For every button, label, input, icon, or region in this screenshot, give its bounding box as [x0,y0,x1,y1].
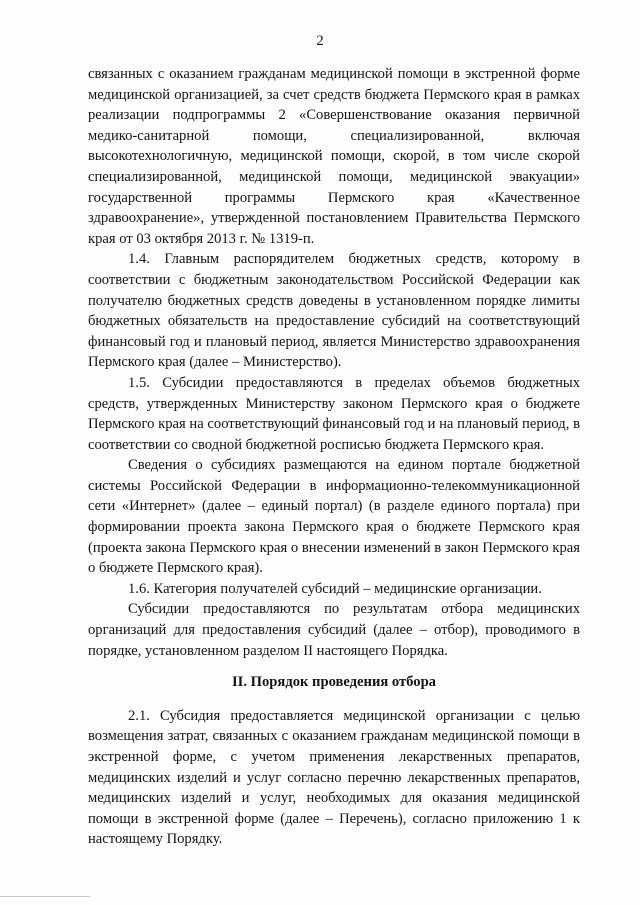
paragraph-1-6: 1.6. Категория получателей субсидий – медицинские организации. [128,580,542,597]
paragraph-2-1: 2.1. Субсидия предоставляется медицинской организации с целью возмещения затрат, связанных с оказанием гражданам медицинской помощи в экстренной форме, с учетом применения лекарственных препаратов, медицинских изделий и услуг согласно перечню лекарственных препаратов, медицинских изделий и услуг, необходимых для оказания медицинской помощи в экстренной форме (далее – Перечень), согласно приложению 1 к настоящему Порядку. [88,707,580,848]
paragraph-1-5: 1.5. Субсидии предоставляются в пределах объемов бюджетных средств, утвержденных Министерству законом Пермского края о бюджете Пермского края на соответствующий финансовый год и на плановый период, в соответствии со сводной бюджетной росписью бюджета Пермского края. [88,374,580,453]
paragraph-1-4: 1.4. Главным распорядителем бюджетных средств, которому в соответствии с бюджетным законодательством Российской Федерации как получателю бюджетных средств доведены в установленном порядке лимиты бюджетных обязательств на предоставление субсидий на соответствующий финансовый год и плановый период, является Министерство здравоохранения Пермского края (далее – Министерство). [88,251,580,371]
scan-edge-line [0,896,90,897]
document-body [88,64,580,850]
paragraph-continuation: связанных с оказанием гражданам медицинской помощи в экстренной форме медицинской организацией, за счет средств бюджета Пермского края в рамках реализации подпрограммы 2 «Совершенствование оказания первичной медико-санитарной помощи, специализированной, включая высокотехнологичную, медицинской помощи, скорой, в том числе скорой специализированной, медицинской помощи, медицинской эвакуации» государственной программы Пермского края «Качественное здравоохранение», утвержденной постановлением Правительства Пермского края от 03 октября 2013 г. № 1319-п. [88,66,580,247]
paragraph-subsidy-info: Сведения о субсидиях размещаются на едином портале бюджетной системы Российской Федерации в информационно-телекоммуникационной сети «Интернет» (далее – единый портал) (в разделе единого портала) при формировании проекта закона Пермского края о бюджете Пермского края (проекта закона Пермского края о внесении изменений в закон Пермского края о бюджете Пермского края). [88,457,580,577]
section-heading: II. Порядок проведения отбора [232,674,436,691]
paragraph-selection: Субсидии предоставляются по результатам отбора медицинских организаций для предоставления субсидий (далее – отбор), проводимого в порядке, установленном разделом II настоящего Порядка. [88,601,580,659]
page-number: 2 [316,33,324,49]
